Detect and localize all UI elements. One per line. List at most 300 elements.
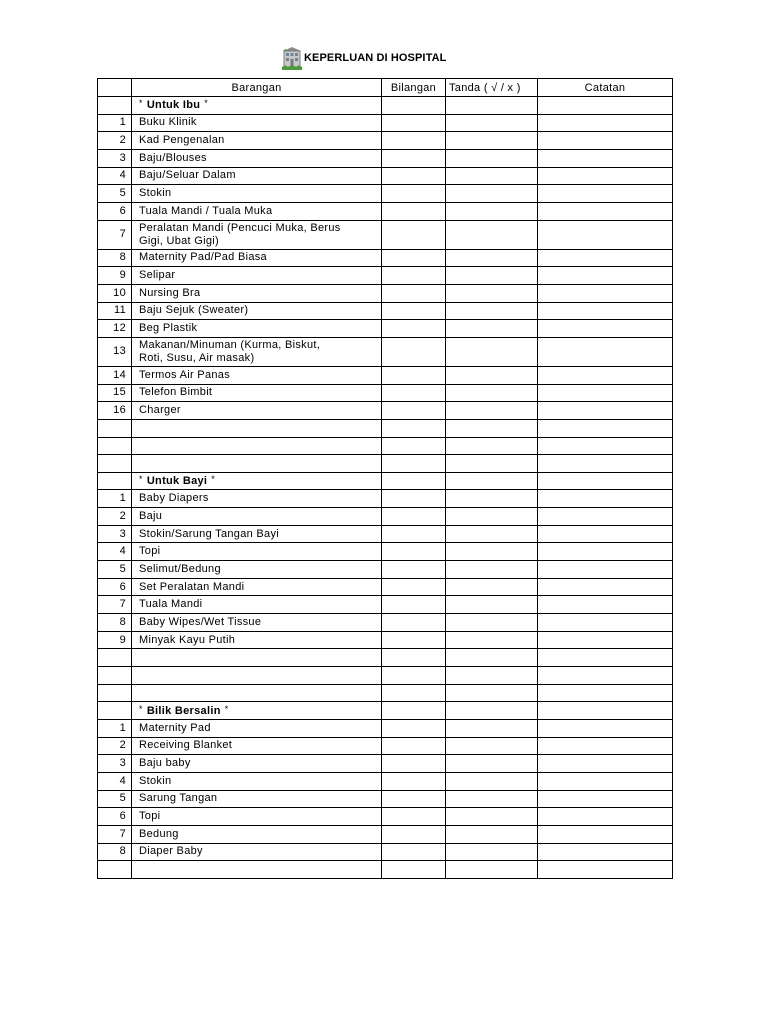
empty-row <box>98 667 673 685</box>
section-number-cell <box>98 702 132 720</box>
header-tanda: Tanda ( √ / x ) <box>446 79 538 97</box>
item-name: Selimut/Bedung <box>139 562 221 575</box>
table-row <box>98 114 673 132</box>
item-number: 6 <box>98 808 132 826</box>
table-row <box>98 737 673 755</box>
tanda-cell <box>446 843 538 861</box>
catatan-cell <box>538 220 673 249</box>
catatan-cell <box>538 185 673 203</box>
bilangan-cell <box>382 249 446 267</box>
item-name: Maternity Pad <box>139 721 211 734</box>
item-number: 13 <box>98 337 132 366</box>
item-name: Stokin <box>139 774 172 787</box>
item-name-cell <box>132 825 382 843</box>
item-number: 16 <box>98 402 132 420</box>
item-number: 12 <box>98 320 132 338</box>
item-name <box>139 657 347 659</box>
item-name: Baju Sejuk (Sweater) <box>139 304 249 317</box>
bilangan-cell <box>382 561 446 579</box>
item-name-cell <box>132 861 382 879</box>
bilangan-cell <box>382 790 446 808</box>
table-row <box>98 220 673 249</box>
section-label: Untuk Bayi <box>146 475 208 488</box>
hospital-building-icon <box>281 45 303 71</box>
item-name <box>139 674 347 676</box>
item-number: 3 <box>98 149 132 167</box>
item-number: 2 <box>98 737 132 755</box>
document-title <box>281 45 446 71</box>
bilangan-cell <box>382 808 446 826</box>
item-name-cell <box>132 419 382 437</box>
item-number: 2 <box>98 132 132 150</box>
catatan-cell <box>538 402 673 420</box>
table-row <box>98 167 673 185</box>
table-row <box>98 132 673 150</box>
bilangan-cell <box>382 614 446 632</box>
catatan-cell <box>538 249 673 267</box>
item-number: 1 <box>98 720 132 738</box>
item-name: Beg Plastik <box>139 322 198 335</box>
item-name: Selipar <box>139 269 176 282</box>
item-name-cell <box>132 337 382 366</box>
tanda-cell <box>446 220 538 249</box>
checklist-body <box>98 97 673 879</box>
item-number: 5 <box>98 561 132 579</box>
tanda-cell <box>446 649 538 667</box>
item-name: Topi <box>139 545 161 558</box>
bilangan-cell <box>382 861 446 879</box>
catatan-cell <box>538 667 673 685</box>
item-name-cell <box>132 220 382 249</box>
bilangan-cell <box>382 114 446 132</box>
catatan-cell <box>538 337 673 366</box>
item-number: 5 <box>98 790 132 808</box>
item-name: Tuala Mandi / Tuala Muka <box>139 204 273 217</box>
item-number: 1 <box>98 490 132 508</box>
table-row <box>98 772 673 790</box>
table-row <box>98 320 673 338</box>
table-row <box>98 525 673 543</box>
item-name: Bedung <box>139 827 179 840</box>
tanda-cell <box>446 267 538 285</box>
tanda-cell <box>446 455 538 473</box>
tanda-cell <box>446 684 538 702</box>
table-row <box>98 490 673 508</box>
catatan-cell <box>538 320 673 338</box>
tanda-cell <box>446 437 538 455</box>
item-number <box>98 419 132 437</box>
table-row <box>98 249 673 267</box>
tanda-cell <box>446 149 538 167</box>
item-name: Stokin/Sarung Tangan Bayi <box>139 527 279 540</box>
table-row <box>98 596 673 614</box>
tanda-cell <box>446 508 538 526</box>
catatan-cell <box>538 790 673 808</box>
item-name-cell <box>132 578 382 596</box>
catatan-cell <box>538 97 673 115</box>
item-name: Diaper Baby <box>139 845 203 858</box>
catatan-cell <box>538 455 673 473</box>
item-name: Receiving Blanket <box>139 739 233 752</box>
bilangan-cell <box>382 97 446 115</box>
tanda-cell <box>446 114 538 132</box>
catatan-cell <box>538 419 673 437</box>
item-name: Telefon Bimbit <box>139 386 213 399</box>
bilangan-cell <box>382 843 446 861</box>
tanda-cell <box>446 337 538 366</box>
tanda-cell <box>446 419 538 437</box>
item-name-cell <box>132 490 382 508</box>
tanda-cell <box>446 284 538 302</box>
tanda-cell <box>446 402 538 420</box>
bilangan-cell <box>382 302 446 320</box>
item-name-cell <box>132 114 382 132</box>
item-name: Kad Pengenalan <box>139 134 225 147</box>
bilangan-cell <box>382 755 446 773</box>
catatan-cell <box>538 631 673 649</box>
tanda-cell <box>446 472 538 490</box>
item-name-cell <box>132 755 382 773</box>
section-label-cell <box>132 97 382 115</box>
empty-row <box>98 455 673 473</box>
item-number: 11 <box>98 302 132 320</box>
item-name: Baby Diapers <box>139 492 209 505</box>
bilangan-cell <box>382 384 446 402</box>
tanda-cell <box>446 861 538 879</box>
empty-row <box>98 419 673 437</box>
item-name-cell <box>132 843 382 861</box>
item-name-cell <box>132 684 382 702</box>
catatan-cell <box>538 720 673 738</box>
item-name-cell <box>132 302 382 320</box>
tanda-cell <box>446 667 538 685</box>
table-row <box>98 614 673 632</box>
tanda-cell <box>446 525 538 543</box>
catatan-cell <box>538 132 673 150</box>
tanda-cell <box>446 755 538 773</box>
catatan-cell <box>538 684 673 702</box>
item-name: Stokin <box>139 187 172 200</box>
item-name-cell <box>132 366 382 384</box>
item-number: 4 <box>98 543 132 561</box>
bilangan-cell <box>382 366 446 384</box>
item-name <box>139 692 347 694</box>
table-row <box>98 843 673 861</box>
tanda-cell <box>446 772 538 790</box>
bilangan-cell <box>382 337 446 366</box>
item-name: Buku Klinik <box>139 116 197 129</box>
tanda-cell <box>446 720 538 738</box>
item-name-cell <box>132 149 382 167</box>
table-row <box>98 720 673 738</box>
header-catatan: Catatan <box>538 79 673 97</box>
item-name-cell <box>132 614 382 632</box>
table-row <box>98 543 673 561</box>
item-name: Tuala Mandi <box>139 598 203 611</box>
hospital-checklist-table <box>97 78 673 879</box>
catatan-cell <box>538 755 673 773</box>
table-row <box>98 284 673 302</box>
tanda-cell <box>446 202 538 220</box>
section-marker: * <box>139 703 143 714</box>
table-row <box>98 825 673 843</box>
item-name: Topi <box>139 810 161 823</box>
tanda-cell <box>446 561 538 579</box>
bilangan-cell <box>382 185 446 203</box>
bilangan-cell <box>382 402 446 420</box>
catatan-cell <box>538 267 673 285</box>
tanda-cell <box>446 596 538 614</box>
item-number: 10 <box>98 284 132 302</box>
bilangan-cell <box>382 508 446 526</box>
item-name <box>139 462 347 464</box>
item-name: Peralatan Mandi (Pencuci Muka, Berus Gigi, Ubat Gigi) <box>139 221 341 247</box>
catatan-cell <box>538 825 673 843</box>
item-name-cell <box>132 437 382 455</box>
item-name-cell <box>132 649 382 667</box>
table-row <box>98 578 673 596</box>
item-number: 6 <box>98 202 132 220</box>
bilangan-cell <box>382 455 446 473</box>
item-name: Minyak Kayu Putih <box>139 633 236 646</box>
item-name-cell <box>132 455 382 473</box>
table-row <box>98 755 673 773</box>
item-name-cell <box>132 249 382 267</box>
section-row <box>98 702 673 720</box>
tanda-cell <box>446 737 538 755</box>
item-name-cell <box>132 808 382 826</box>
tanda-cell <box>446 808 538 826</box>
empty-row <box>98 684 673 702</box>
item-number <box>98 649 132 667</box>
section-marker: * <box>139 98 143 109</box>
item-number: 4 <box>98 167 132 185</box>
table-row <box>98 366 673 384</box>
table-header-row <box>98 79 673 97</box>
item-number: 9 <box>98 267 132 285</box>
item-name-cell <box>132 596 382 614</box>
bilangan-cell <box>382 437 446 455</box>
item-name <box>139 445 347 447</box>
bilangan-cell <box>382 320 446 338</box>
catatan-cell <box>538 384 673 402</box>
table-row <box>98 185 673 203</box>
catatan-cell <box>538 596 673 614</box>
section-row <box>98 472 673 490</box>
section-marker: * <box>139 474 143 485</box>
item-number <box>98 667 132 685</box>
catatan-cell <box>538 861 673 879</box>
item-number: 9 <box>98 631 132 649</box>
catatan-cell <box>538 561 673 579</box>
bilangan-cell <box>382 472 446 490</box>
catatan-cell <box>538 149 673 167</box>
bilangan-cell <box>382 419 446 437</box>
tanda-cell <box>446 825 538 843</box>
section-number-cell <box>98 472 132 490</box>
catatan-cell <box>538 843 673 861</box>
bilangan-cell <box>382 284 446 302</box>
item-number: 2 <box>98 508 132 526</box>
catatan-cell <box>538 702 673 720</box>
bilangan-cell <box>382 525 446 543</box>
item-name-cell <box>132 631 382 649</box>
tanda-cell <box>446 366 538 384</box>
item-number: 7 <box>98 596 132 614</box>
bilangan-cell <box>382 702 446 720</box>
item-name-cell <box>132 267 382 285</box>
tanda-cell <box>446 702 538 720</box>
bilangan-cell <box>382 649 446 667</box>
catatan-cell <box>538 366 673 384</box>
item-number <box>98 437 132 455</box>
catatan-cell <box>538 508 673 526</box>
table-row <box>98 561 673 579</box>
table-row <box>98 384 673 402</box>
item-number: 4 <box>98 772 132 790</box>
bilangan-cell <box>382 667 446 685</box>
table-row <box>98 302 673 320</box>
item-name: Termos Air Panas <box>139 368 231 381</box>
catatan-cell <box>538 437 673 455</box>
catatan-cell <box>538 202 673 220</box>
catatan-cell <box>538 737 673 755</box>
bilangan-cell <box>382 267 446 285</box>
item-number: 3 <box>98 755 132 773</box>
item-name: Nursing Bra <box>139 286 201 299</box>
section-label: Untuk Ibu <box>146 99 201 112</box>
catatan-cell <box>538 808 673 826</box>
item-number: 7 <box>98 220 132 249</box>
item-number <box>98 455 132 473</box>
item-name-cell <box>132 320 382 338</box>
table-row <box>98 202 673 220</box>
item-name-cell <box>132 772 382 790</box>
header-number <box>98 79 132 97</box>
empty-row <box>98 437 673 455</box>
bilangan-cell <box>382 825 446 843</box>
document-title-text: KEPERLUAN DI HOSPITAL <box>304 52 447 64</box>
catatan-cell <box>538 490 673 508</box>
item-name-cell <box>132 185 382 203</box>
catatan-cell <box>538 649 673 667</box>
bilangan-cell <box>382 772 446 790</box>
empty-row <box>98 649 673 667</box>
table-row <box>98 508 673 526</box>
catatan-cell <box>538 578 673 596</box>
tanda-cell <box>446 631 538 649</box>
section-label: Bilik Bersalin <box>146 704 221 717</box>
catatan-cell <box>538 614 673 632</box>
section-label-cell <box>132 702 382 720</box>
item-name-cell <box>132 525 382 543</box>
bilangan-cell <box>382 149 446 167</box>
item-name-cell <box>132 720 382 738</box>
bilangan-cell <box>382 631 446 649</box>
item-name-cell <box>132 667 382 685</box>
section-marker: * <box>224 703 229 714</box>
tanda-cell <box>446 320 538 338</box>
item-number <box>98 861 132 879</box>
item-name-cell <box>132 543 382 561</box>
bilangan-cell <box>382 202 446 220</box>
item-number: 8 <box>98 843 132 861</box>
bilangan-cell <box>382 684 446 702</box>
tanda-cell <box>446 302 538 320</box>
item-name-cell <box>132 132 382 150</box>
table-row <box>98 267 673 285</box>
item-name: Charger <box>139 404 181 417</box>
tanda-cell <box>446 167 538 185</box>
item-name: Set Peralatan Mandi <box>139 580 245 593</box>
bilangan-cell <box>382 720 446 738</box>
table-row <box>98 631 673 649</box>
item-name-cell <box>132 202 382 220</box>
catatan-cell <box>538 525 673 543</box>
tanda-cell <box>446 97 538 115</box>
bilangan-cell <box>382 543 446 561</box>
bilangan-cell <box>382 220 446 249</box>
section-marker: * <box>204 98 209 109</box>
bilangan-cell <box>382 578 446 596</box>
tanda-cell <box>446 384 538 402</box>
item-name: Sarung Tangan <box>139 792 218 805</box>
section-label-cell <box>132 472 382 490</box>
tanda-cell <box>446 249 538 267</box>
table-row <box>98 402 673 420</box>
section-row <box>98 97 673 115</box>
item-number: 3 <box>98 525 132 543</box>
item-name-cell <box>132 167 382 185</box>
item-name: Baju baby <box>139 757 191 770</box>
item-number <box>98 684 132 702</box>
item-name-cell <box>132 402 382 420</box>
item-name: Baju <box>139 509 163 522</box>
catatan-cell <box>538 772 673 790</box>
item-name-cell <box>132 737 382 755</box>
item-name-cell <box>132 384 382 402</box>
bilangan-cell <box>382 132 446 150</box>
item-name: Baju/Blouses <box>139 151 207 164</box>
catatan-cell <box>538 472 673 490</box>
tanda-cell <box>446 543 538 561</box>
item-number: 14 <box>98 366 132 384</box>
bilangan-cell <box>382 737 446 755</box>
tanda-cell <box>446 578 538 596</box>
table-row <box>98 337 673 366</box>
catatan-cell <box>538 543 673 561</box>
header-bilangan: Bilangan <box>382 79 446 97</box>
catatan-cell <box>538 167 673 185</box>
bilangan-cell <box>382 596 446 614</box>
tanda-cell <box>446 132 538 150</box>
item-number: 8 <box>98 614 132 632</box>
item-number: 1 <box>98 114 132 132</box>
table-row <box>98 149 673 167</box>
item-name-cell <box>132 561 382 579</box>
tanda-cell <box>446 490 538 508</box>
item-number: 15 <box>98 384 132 402</box>
item-name <box>139 427 347 429</box>
item-name-cell <box>132 284 382 302</box>
item-number: 8 <box>98 249 132 267</box>
item-name <box>139 869 347 871</box>
section-number-cell <box>98 97 132 115</box>
bilangan-cell <box>382 167 446 185</box>
item-name: Maternity Pad/Pad Biasa <box>139 251 267 264</box>
item-name-cell <box>132 508 382 526</box>
catatan-cell <box>538 284 673 302</box>
